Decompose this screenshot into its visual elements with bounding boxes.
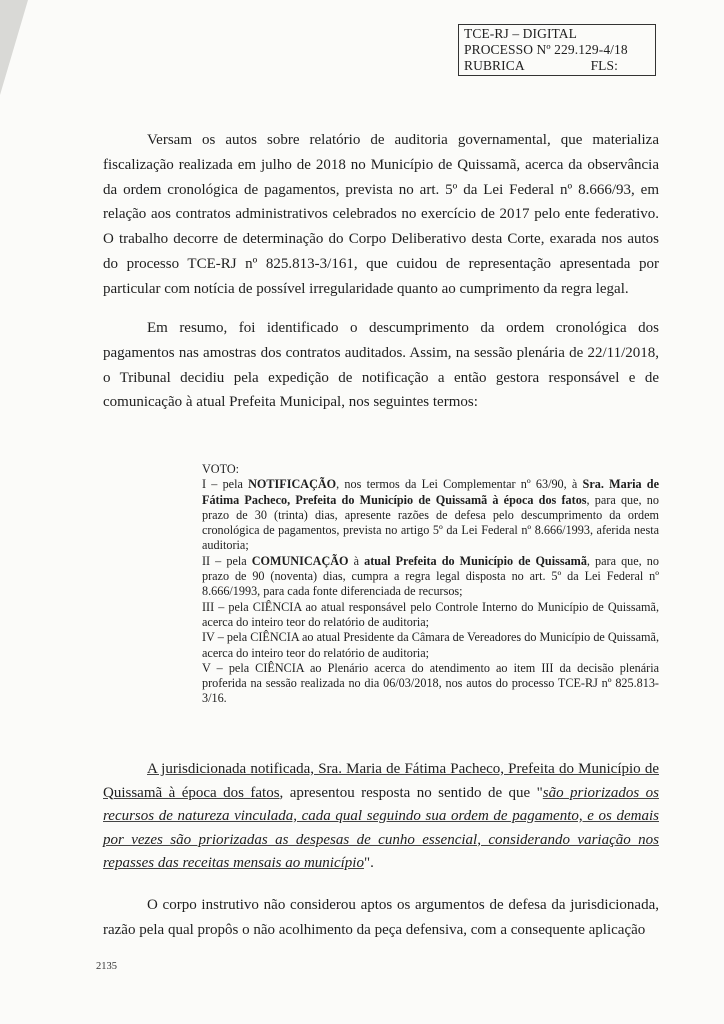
fls-label: FLS: <box>590 58 618 73</box>
vote-item-1: I – pela NOTIFICAÇÃO, nos termos da Lei Complementar nº 63/90, à Sra. Maria de Fátima Pacheco, Prefeita do Município de Quissamã à época dos fatos, para que, no prazo de 30 (trinta) dias, apresente razões de defesa pelo descumprimento da ordem cronológica de pagamentos, prevista no artigo 5º da Lei Federal nº 8.666/1993, aferida nesta auditoria; <box>202 477 659 553</box>
stamp-line-2: PROCESSO Nº 229.129-4/18 <box>464 42 628 57</box>
paragraph-5: O corpo instrutivo não considerou aptos os argumentos de defesa da jurisdicionada, razão pela qual propôs o não acolhimento da peça defensiva, com a consequente aplicação <box>103 897 659 938</box>
vote-heading: VOTO: <box>202 462 240 476</box>
paragraph-1: Versam os autos sobre relatório de auditoria governamental, que materializa fiscalização realizada em julho de 2018 no Município de Quissamã, acerca da observância da ordem cronológica de pagamentos, prevista no art. 5º da Lei Federal nº 8.666/93, em relação aos contratos administrativos celebrados no exercício de 2017 pelo ente federativo. O trabalho decorre de determinação do Corpo Deliberativo desta Corte, exarada nos autos do processo TCE-RJ nº 825.813-3/161, que cuidou de representação apresentada por particular com notícia de possível irregularidade quanto ao cumprimento da regra legal. <box>103 132 659 297</box>
paragraph-2: Em resumo, foi identificado o descumprimento da ordem cronológica dos pagamentos nas amostras dos contratos auditados. Assim, na sessão plenária de 22/11/2018, o Tribunal decidiu pela expedição de notificação a então gestora responsável e de comunicação à atual Prefeita Municipal, nos seguintes termos: <box>103 320 659 411</box>
paragraph-4: A jurisdicionada notificada, Sra. Maria de Fátima Pacheco, Prefeita do Município de Quissamã à época dos fatos, apresentou resposta no sentido de que "são priorizados os recursos de natureza vinculada, cada qual seguindo sua ordem de pagamento, e os demais por vezes são priorizadas as despesas de cunho essencial, considerando variação nos repasses das receitas mensais ao município". <box>103 761 659 871</box>
vote-item-2: II – pela COMUNICAÇÃO à atual Prefeita do Município de Quissamã, para que, no prazo de 90 (noventa) dias, cumpra a regra legal disposta no art. 5º da Lei Federal nº 8.666/1993, para cada fonte diferenciada de recursos; <box>202 553 659 599</box>
underlined-italic-quote: são priorizados os recursos de natureza vinculada, cada qual seguindo sua ordem de pagamento, e os demais por vezes são priorizadas as despesas de cunho essencial, considerando variação nos repasses das receitas mensais ao município <box>103 784 659 871</box>
vote-item-3: III – pela CIÊNCIA ao atual responsável pelo Controle Interno do Município de Quissamã, acerca do inteiro teor do relatório de auditoria; <box>202 599 659 629</box>
rubrica-label: RUBRICA <box>464 58 525 73</box>
page-number: 2135 <box>96 961 117 972</box>
vote-quote-block <box>202 462 659 707</box>
process-stamp <box>458 24 656 76</box>
underlined-notified-party: A jurisdicionada notificada, Sra. Maria de Fátima Pacheco, Prefeita do Município de Quissamã à época dos fatos <box>103 761 659 801</box>
page-corner-fold <box>0 0 28 95</box>
vote-item-5: V – pela CIÊNCIA ao Plenário acerca do atendimento ao item III da decisão plenária proferida na sessão realizada no dia 06/03/2018, nos autos do processo TCE-RJ nº 825.813-3/16. <box>202 660 659 706</box>
stamp-line-3 <box>464 58 650 74</box>
stamp-line-1: TCE-RJ – DIGITAL <box>464 26 578 41</box>
vote-item-4: IV – pela CIÊNCIA ao atual Presidente da Câmara de Vereadores do Município de Quissamã, acerca do inteiro teor do relatório de auditoria; <box>202 630 659 660</box>
